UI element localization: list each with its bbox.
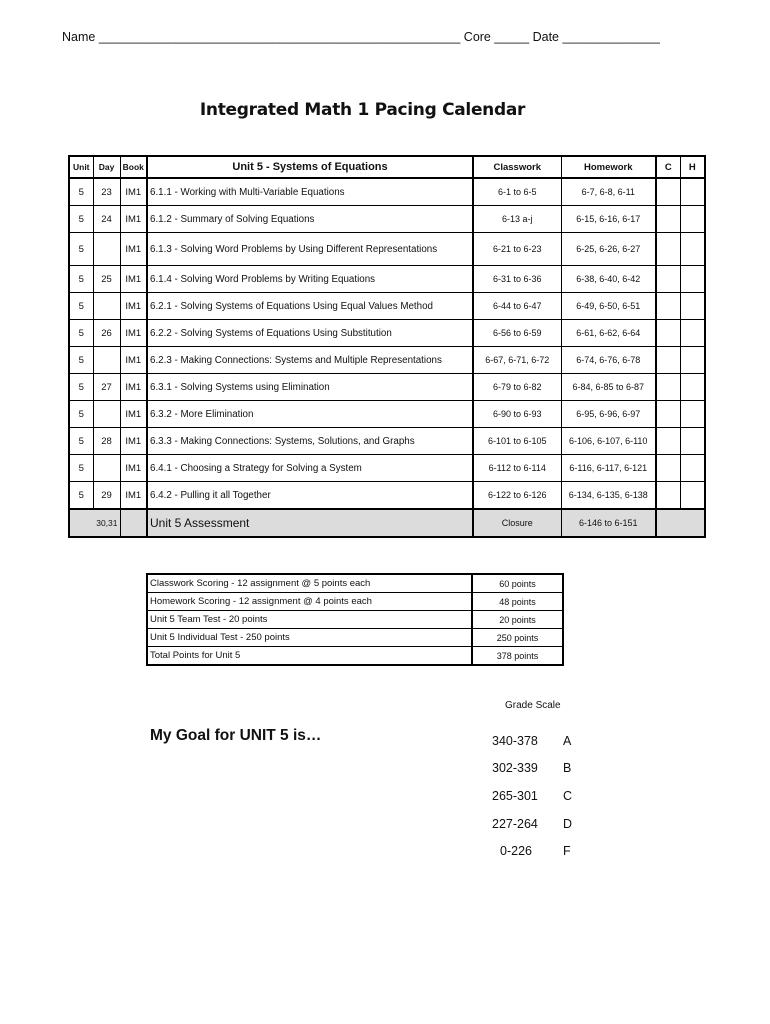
scoring-row xyxy=(147,647,563,666)
lesson-cell: 6.2.1 - Solving Systems of Equations Using Equal Values Method xyxy=(147,293,473,320)
assessment-classwork-cell: Closure xyxy=(473,509,561,537)
check-h-cell[interactable] xyxy=(680,482,705,510)
grade-range: 265-301 xyxy=(492,789,538,803)
table-row xyxy=(69,233,705,266)
table-row xyxy=(69,293,705,320)
table-row xyxy=(69,206,705,233)
unit-cell: 5 xyxy=(69,401,93,428)
unit-cell: 5 xyxy=(69,233,93,266)
lesson-cell: 6.1.3 - Solving Word Problems by Using Different Representations xyxy=(147,233,473,266)
unit-cell: 5 xyxy=(69,482,93,510)
table-row xyxy=(69,374,705,401)
column-header-unit: Unit xyxy=(69,156,93,178)
homework-cell: 6-61, 6-62, 6-64 xyxy=(561,320,656,347)
column-header-book: Book xyxy=(120,156,147,178)
day-cell: 27 xyxy=(93,374,120,401)
check-c-cell[interactable] xyxy=(656,347,680,374)
day-cell: 26 xyxy=(93,320,120,347)
check-c-cell[interactable] xyxy=(656,233,680,266)
homework-cell: 6-106, 6-107, 6-110 xyxy=(561,428,656,455)
column-header-c: C xyxy=(656,156,680,178)
lesson-cell: 6.1.1 - Working with Multi-Variable Equations xyxy=(147,178,473,206)
name-core-date-line: Name ____________________________________________________ Core _____ Date ______________ xyxy=(62,30,660,44)
table-row xyxy=(69,401,705,428)
homework-cell: 6-116, 6-117, 6-121 xyxy=(561,455,656,482)
check-c-cell[interactable] xyxy=(656,266,680,293)
unit-cell: 5 xyxy=(69,266,93,293)
column-header-classwork: Classwork xyxy=(473,156,561,178)
book-cell: IM1 xyxy=(120,347,147,374)
table-row xyxy=(69,178,705,206)
column-header-h: H xyxy=(680,156,705,178)
page-title: Integrated Math 1 Pacing Calendar xyxy=(199,100,526,120)
scoring-row xyxy=(147,611,563,629)
grade-range: 302-339 xyxy=(492,761,538,775)
classwork-cell: 6-31 to 6-36 xyxy=(473,266,561,293)
day-cell: 24 xyxy=(93,206,120,233)
day-cell: 25 xyxy=(93,266,120,293)
check-h-cell[interactable] xyxy=(680,266,705,293)
scoring-points: 378 points xyxy=(472,647,563,666)
book-cell: IM1 xyxy=(120,374,147,401)
classwork-cell: 6-21 to 6-23 xyxy=(473,233,561,266)
table-row xyxy=(69,482,705,510)
homework-cell: 6-7, 6-8, 6-11 xyxy=(561,178,656,206)
unit-cell: 5 xyxy=(69,178,93,206)
grade-letter: A xyxy=(563,734,572,748)
book-cell: IM1 xyxy=(120,455,147,482)
unit-cell: 5 xyxy=(69,206,93,233)
lesson-cell: 6.1.2 - Summary of Solving Equations xyxy=(147,206,473,233)
scoring-row xyxy=(147,593,563,611)
classwork-cell: 6-90 to 6-93 xyxy=(473,401,561,428)
check-h-cell[interactable] xyxy=(680,455,705,482)
scoring-points: 250 points xyxy=(472,629,563,647)
classwork-cell: 6-13 a-j xyxy=(473,206,561,233)
book-cell: IM1 xyxy=(120,401,147,428)
classwork-cell: 6-56 to 6-59 xyxy=(473,320,561,347)
homework-cell: 6-74, 6-76, 6-78 xyxy=(561,347,656,374)
column-header-homework: Homework xyxy=(561,156,656,178)
day-cell xyxy=(93,455,120,482)
lesson-cell: 6.3.1 - Solving Systems using Elimination xyxy=(147,374,473,401)
homework-cell: 6-95, 6-96, 6-97 xyxy=(561,401,656,428)
book-cell: IM1 xyxy=(120,233,147,266)
check-c-cell[interactable] xyxy=(656,428,680,455)
scoring-label: Classwork Scoring - 12 assignment @ 5 points each xyxy=(147,574,472,593)
table-row xyxy=(69,455,705,482)
homework-cell: 6-38, 6-40, 6-42 xyxy=(561,266,656,293)
grade-letter: D xyxy=(563,817,573,831)
table-row xyxy=(69,320,705,347)
unit-cell: 5 xyxy=(69,320,93,347)
scoring-points: 60 points xyxy=(472,574,563,593)
grade-letter: F xyxy=(563,844,571,858)
day-cell: 23 xyxy=(93,178,120,206)
grade-scale-title: Grade Scale xyxy=(505,700,561,711)
assessment-homework-cell: 6-146 to 6-151 xyxy=(561,509,656,537)
scoring-table xyxy=(146,573,564,666)
check-h-cell[interactable] xyxy=(680,347,705,374)
lesson-cell: 6.2.2 - Solving Systems of Equations Using Substitution xyxy=(147,320,473,347)
book-cell: IM1 xyxy=(120,178,147,206)
check-h-cell[interactable] xyxy=(680,374,705,401)
book-cell: IM1 xyxy=(120,482,147,510)
check-h-cell[interactable] xyxy=(680,178,705,206)
check-c-cell[interactable] xyxy=(656,320,680,347)
day-cell: 28 xyxy=(93,428,120,455)
table-row xyxy=(69,266,705,293)
check-c-cell[interactable] xyxy=(656,401,680,428)
grade-range: 340-378 xyxy=(492,734,538,748)
check-c-cell[interactable] xyxy=(656,206,680,233)
check-h-cell[interactable] xyxy=(680,206,705,233)
grade-range: 0-226 xyxy=(500,844,532,858)
day-cell xyxy=(93,347,120,374)
unit-cell: 5 xyxy=(69,455,93,482)
unit-cell: 5 xyxy=(69,347,93,374)
book-cell: IM1 xyxy=(120,206,147,233)
classwork-cell: 6-122 to 6-126 xyxy=(473,482,561,510)
check-h-cell[interactable] xyxy=(680,428,705,455)
lesson-cell: 6.4.1 - Choosing a Strategy for Solving a System xyxy=(147,455,473,482)
check-c-cell[interactable] xyxy=(656,178,680,206)
unit-cell: 5 xyxy=(69,293,93,320)
check-h-cell[interactable] xyxy=(680,233,705,266)
homework-cell: 6-84, 6-85 to 6-87 xyxy=(561,374,656,401)
check-c-cell[interactable] xyxy=(656,374,680,401)
assessment-row xyxy=(69,509,705,537)
lesson-cell: 6.3.2 - More Elimination xyxy=(147,401,473,428)
grade-letter: B xyxy=(563,761,572,775)
scoring-label: Total Points for Unit 5 xyxy=(147,647,472,666)
scoring-label: Unit 5 Team Test - 20 points xyxy=(147,611,472,629)
homework-cell: 6-134, 6-135, 6-138 xyxy=(561,482,656,510)
assessment-day-cell: 30,31 xyxy=(69,509,120,537)
column-header-lesson: Unit 5 - Systems of Equations xyxy=(147,156,473,178)
lesson-cell: 6.4.2 - Pulling it all Together xyxy=(147,482,473,510)
table-header-row xyxy=(69,156,705,178)
unit-cell: 5 xyxy=(69,374,93,401)
scoring-points: 20 points xyxy=(472,611,563,629)
grade-letter: C xyxy=(563,789,573,803)
classwork-cell: 6-112 to 6-114 xyxy=(473,455,561,482)
classwork-cell: 6-101 to 6-105 xyxy=(473,428,561,455)
classwork-cell: 6-67, 6-71, 6-72 xyxy=(473,347,561,374)
unit-cell: 5 xyxy=(69,428,93,455)
homework-cell: 6-49, 6-50, 6-51 xyxy=(561,293,656,320)
check-c-cell[interactable] xyxy=(656,482,680,510)
day-cell xyxy=(93,401,120,428)
book-cell: IM1 xyxy=(120,428,147,455)
book-cell: IM1 xyxy=(120,320,147,347)
day-cell: 29 xyxy=(93,482,120,510)
scoring-row xyxy=(147,574,563,593)
column-header-day: Day xyxy=(93,156,120,178)
homework-cell: 6-25, 6-26, 6-27 xyxy=(561,233,656,266)
check-c-cell[interactable] xyxy=(656,455,680,482)
classwork-cell: 6-79 to 6-82 xyxy=(473,374,561,401)
assessment-book-cell xyxy=(120,509,147,537)
scoring-row xyxy=(147,629,563,647)
homework-cell: 6-15, 6-16, 6-17 xyxy=(561,206,656,233)
check-h-cell[interactable] xyxy=(680,293,705,320)
lesson-cell: 6.2.3 - Making Connections: Systems and Multiple Representations xyxy=(147,347,473,374)
book-cell: IM1 xyxy=(120,293,147,320)
assessment-label: Unit 5 Assessment xyxy=(147,509,473,537)
day-cell xyxy=(93,233,120,266)
table-row xyxy=(69,347,705,374)
check-c-cell[interactable] xyxy=(656,293,680,320)
table-row xyxy=(69,428,705,455)
scoring-label: Unit 5 Individual Test - 250 points xyxy=(147,629,472,647)
grade-range: 227-264 xyxy=(492,817,538,831)
day-cell xyxy=(93,293,120,320)
scoring-label: Homework Scoring - 12 assignment @ 4 points each xyxy=(147,593,472,611)
check-h-cell[interactable] xyxy=(680,320,705,347)
book-cell: IM1 xyxy=(120,266,147,293)
classwork-cell: 6-1 to 6-5 xyxy=(473,178,561,206)
scoring-points: 48 points xyxy=(472,593,563,611)
lesson-cell: 6.3.3 - Making Connections: Systems, Solutions, and Graphs xyxy=(147,428,473,455)
pacing-calendar-table xyxy=(68,155,706,538)
check-h-cell[interactable] xyxy=(680,401,705,428)
goal-prompt: My Goal for UNIT 5 is… xyxy=(150,727,322,744)
assessment-check-cell xyxy=(656,509,705,537)
classwork-cell: 6-44 to 6-47 xyxy=(473,293,561,320)
lesson-cell: 6.1.4 - Solving Word Problems by Writing Equations xyxy=(147,266,473,293)
